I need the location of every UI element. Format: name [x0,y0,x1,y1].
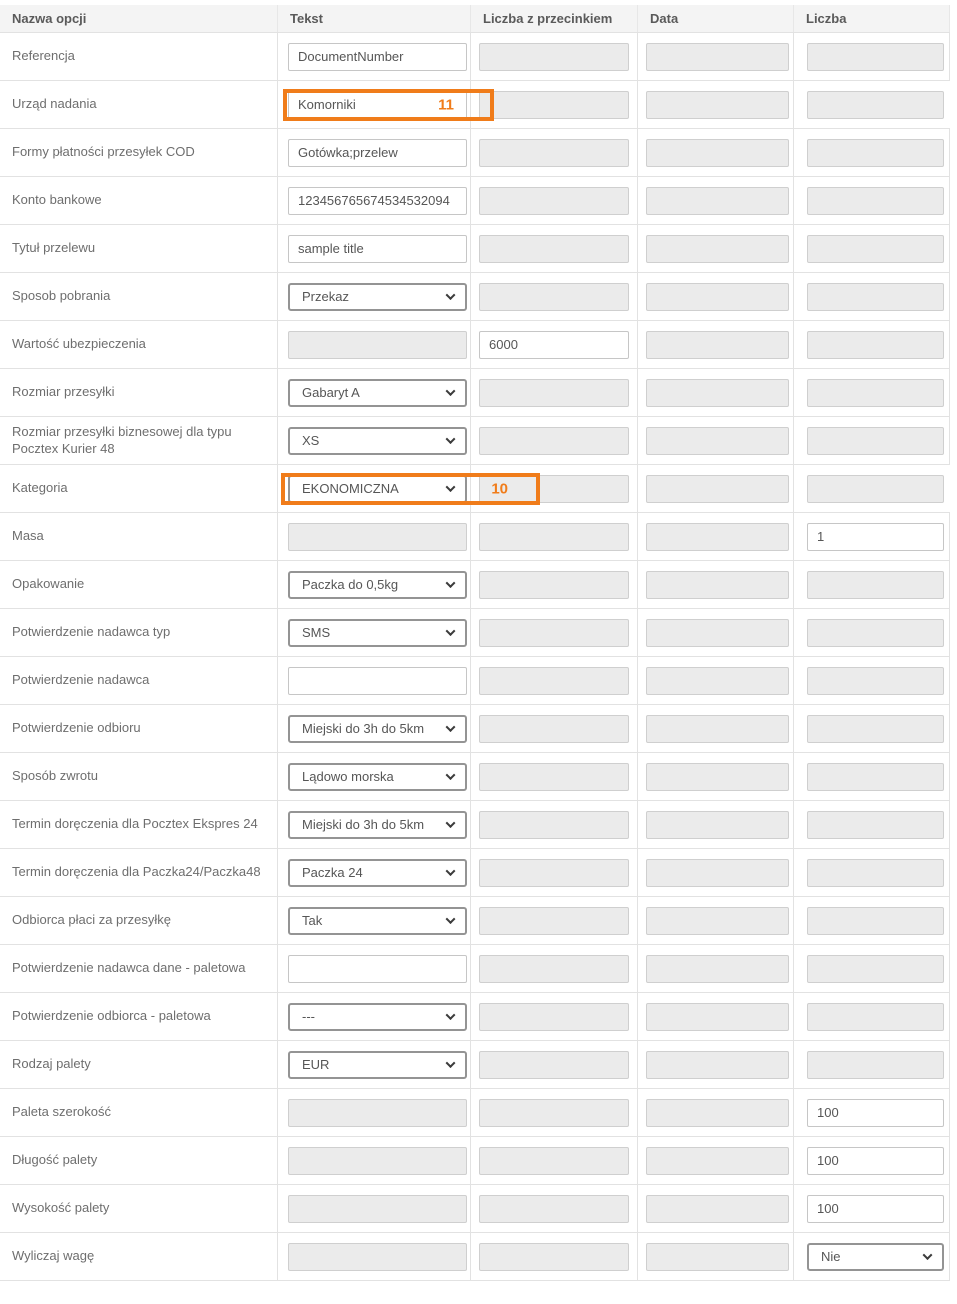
liczba_z_przecinkiem-disabled-field [479,139,629,167]
value-cell-tekst [277,225,470,272]
liczba-disabled-field [807,1051,944,1079]
liczba-disabled-field [807,619,944,647]
value-cell-data [637,753,793,800]
table-row [0,369,950,417]
value-cell-liczba [793,417,950,464]
table-row [0,561,950,609]
liczba_z_przecinkiem-disabled-field [479,283,629,311]
tekst-input[interactable] [288,955,467,983]
table-row [0,1233,950,1281]
liczba-disabled-field [807,139,944,167]
liczba_z_przecinkiem-disabled-field [479,91,629,119]
value-cell-data [637,225,793,272]
value-cell-liczba_z_przecinkiem [470,705,637,752]
tekst-disabled-field [288,1243,467,1271]
liczba-disabled-field [807,235,944,263]
value-cell-data [637,993,793,1040]
column-header-nazwa-opcji: Nazwa opcji [12,11,87,26]
data-disabled-field [646,859,789,887]
value-cell-data [637,1185,793,1232]
annotation-number: 11 [438,96,454,113]
table-row [0,609,950,657]
option-label: Rodzaj palety [12,1056,91,1072]
tekst-input[interactable] [288,91,467,119]
select-value: --- [302,1009,315,1024]
value-cell-data [637,897,793,944]
data-disabled-field [646,619,789,647]
chevron-down-icon [446,818,456,828]
option-label: Wartość ubezpieczenia [12,336,146,352]
value-cell-liczba [793,369,950,416]
value-cell-liczba_z_przecinkiem [470,1185,637,1232]
select-value: Gabaryt A [302,385,360,400]
select-value: EUR [302,1057,330,1072]
data-disabled-field [646,139,789,167]
liczba_z_przecinkiem-disabled-field [479,763,629,791]
value-cell-liczba_z_przecinkiem [470,561,637,608]
liczba_z_przecinkiem-disabled-field [479,1195,629,1223]
tekst-select[interactable] [288,907,467,935]
liczba-disabled-field [807,667,944,695]
liczba_z_przecinkiem-disabled-field [479,667,629,695]
chevron-down-icon [446,434,456,444]
value-cell-data [637,129,793,176]
option-label: Wyliczaj wagę [12,1248,95,1264]
value-cell-liczba [793,1233,950,1280]
table-row [0,993,950,1041]
liczba_z_przecinkiem-disabled-field [479,955,629,983]
liczba-input[interactable] [807,523,944,551]
value-cell-data [637,465,793,512]
option-label: Potwierdzenie nadawca typ [12,624,171,640]
value-cell-data [637,33,793,80]
table-row [0,33,950,81]
tekst-select[interactable] [288,619,467,647]
liczba_z_przecinkiem-disabled-field [479,811,629,839]
value-cell-liczba_z_przecinkiem [470,81,637,128]
option-label: Formy płatności przesyłek COD [12,144,195,160]
value-cell-liczba [793,1185,950,1232]
tekst-input[interactable] [288,139,467,167]
data-disabled-field [646,811,789,839]
option-label: Sposób zwrotu [12,768,98,784]
chevron-down-icon [446,770,456,780]
value-cell-liczba [793,849,950,896]
select-value: SMS [302,625,331,640]
value-cell-data [637,417,793,464]
value-cell-data [637,321,793,368]
table-row [0,945,950,993]
value-cell-liczba [793,273,950,320]
liczba_z_przecinkiem-disabled-field [479,1003,629,1031]
option-label: Paleta szerokość [12,1104,111,1120]
option-label: Kategoria [12,480,68,496]
table-row [0,513,950,561]
liczba-input[interactable] [807,1195,944,1223]
data-disabled-field [646,1051,789,1079]
tekst-disabled-field [288,331,467,359]
value-cell-liczba_z_przecinkiem [470,465,637,512]
value-cell-tekst [277,1089,470,1136]
data-disabled-field [646,715,789,743]
value-cell-tekst [277,1185,470,1232]
value-cell-tekst [277,561,470,608]
table-row [0,129,950,177]
select-value: Paczka 24 [302,865,363,880]
table-row [0,753,950,801]
value-cell-tekst [277,129,470,176]
value-cell-data [637,1137,793,1184]
table-row [0,465,950,513]
chevron-down-icon [446,866,456,876]
chevron-down-icon [446,578,456,588]
select-value: Miejski do 3h do 5km [302,721,425,736]
tekst-input[interactable] [288,187,467,215]
data-disabled-field [646,1003,789,1031]
column-header-data: Data [637,5,793,32]
liczba-input[interactable] [807,1147,944,1175]
value-cell-liczba_z_przecinkiem [470,177,637,224]
chevron-down-icon [446,914,456,924]
value-cell-liczba_z_przecinkiem [470,513,637,560]
value-cell-liczba [793,897,950,944]
liczba-disabled-field [807,331,944,359]
value-cell-liczba [793,753,950,800]
liczba_z_przecinkiem-disabled-field [479,907,629,935]
liczba-disabled-field [807,955,944,983]
tekst-select[interactable] [288,379,467,407]
data-disabled-field [646,235,789,263]
value-cell-tekst [277,1137,470,1184]
tekst-input[interactable] [288,43,467,71]
chevron-down-icon [923,1250,933,1260]
value-cell-data [637,81,793,128]
liczba-disabled-field [807,43,944,71]
column-header-liczba-z-przecinkiem: Liczba z przecinkiem [470,5,637,32]
data-disabled-field [646,331,789,359]
value-cell-tekst [277,897,470,944]
table-row [0,225,950,273]
liczba-disabled-field [807,811,944,839]
liczba-input[interactable] [807,1099,944,1127]
select-value: Przekaz [302,289,349,304]
option-label: Sposob pobrania [12,288,111,304]
value-cell-liczba_z_przecinkiem [470,33,637,80]
table-row [0,417,950,465]
table-body [0,33,950,1281]
value-cell-liczba [793,129,950,176]
liczba_z_przecinkiem-disabled-field [479,475,629,503]
tekst-disabled-field [288,523,467,551]
option-label: Potwierdzenie nadawca [12,672,150,688]
table-row [0,177,950,225]
value-cell-liczba_z_przecinkiem [470,1137,637,1184]
value-cell-liczba [793,705,950,752]
tekst-select[interactable] [288,859,467,887]
value-cell-data [637,177,793,224]
liczba-disabled-field [807,475,944,503]
value-cell-tekst [277,945,470,992]
value-cell-liczba [793,81,950,128]
value-cell-liczba_z_przecinkiem [470,225,637,272]
select-value: Paczka do 0,5kg [302,577,399,592]
value-cell-tekst [277,177,470,224]
table-row [0,801,950,849]
tekst-select[interactable] [288,715,467,743]
value-cell-liczba [793,177,950,224]
value-cell-liczba [793,225,950,272]
data-disabled-field [646,91,789,119]
table-row [0,657,950,705]
chevron-down-icon [446,1058,456,1068]
value-cell-liczba [793,993,950,1040]
value-cell-data [637,657,793,704]
liczba_z_przecinkiem-disabled-field [479,715,629,743]
value-cell-tekst [277,369,470,416]
value-cell-tekst [277,1041,470,1088]
option-label: Potwierdzenie nadawca dane - paletowa [12,960,246,976]
value-cell-tekst [277,513,470,560]
liczba_z_przecinkiem-disabled-field [479,619,629,647]
data-disabled-field [646,1099,789,1127]
value-cell-tekst [277,321,470,368]
value-cell-liczba [793,945,950,992]
option-label: Referencja [12,48,75,64]
tekst-select[interactable] [288,427,467,455]
liczba-disabled-field [807,907,944,935]
liczba-disabled-field [807,859,944,887]
chevron-down-icon [446,482,456,492]
data-disabled-field [646,427,789,455]
option-label: Wysokość palety [12,1200,110,1216]
tekst-select[interactable] [288,1051,467,1079]
value-cell-liczba [793,1137,950,1184]
liczba-disabled-field [807,187,944,215]
value-cell-data [637,705,793,752]
column-header-liczba: Liczba [793,5,950,32]
value-cell-data [637,369,793,416]
tekst-disabled-field [288,1099,467,1127]
table-row [0,1137,950,1185]
liczba_z_przecinkiem-disabled-field [479,187,629,215]
option-label: Rozmiar przesyłki biznesowej dla typu Pocztex Kurier 48 [12,423,232,456]
tekst-select[interactable] [288,283,467,311]
select-value: EKONOMICZNA [302,481,399,496]
value-cell-data [637,513,793,560]
value-cell-tekst [277,753,470,800]
tekst-input[interactable] [288,667,467,695]
value-cell-tekst [277,801,470,848]
liczba-disabled-field [807,427,944,455]
liczba_z_przecinkiem-disabled-field [479,571,629,599]
option-label: Urząd nadania [12,96,97,112]
data-disabled-field [646,667,789,695]
value-cell-liczba_z_przecinkiem [470,753,637,800]
liczba_z_przecinkiem-input[interactable] [479,331,629,359]
value-cell-tekst [277,657,470,704]
data-disabled-field [646,379,789,407]
value-cell-tekst [277,81,470,128]
value-cell-liczba_z_przecinkiem [470,801,637,848]
data-disabled-field [646,571,789,599]
value-cell-liczba [793,1089,950,1136]
value-cell-liczba [793,561,950,608]
value-cell-tekst [277,609,470,656]
chevron-down-icon [446,1010,456,1020]
liczba-select[interactable] [807,1243,944,1271]
data-disabled-field [646,1195,789,1223]
value-cell-liczba_z_przecinkiem [470,657,637,704]
liczba_z_przecinkiem-disabled-field [479,1099,629,1127]
option-label: Potwierdzenie odbiorca - paletowa [12,1008,211,1024]
value-cell-data [637,1233,793,1280]
value-cell-data [637,561,793,608]
options-table [0,5,950,1281]
table-header-row [0,5,950,33]
data-disabled-field [646,475,789,503]
data-disabled-field [646,763,789,791]
value-cell-tekst [277,1233,470,1280]
option-label: Odbiorca płaci za przesyłkę [12,912,171,928]
tekst-select[interactable] [288,763,467,791]
tekst-select[interactable] [288,811,467,839]
option-label: Rozmiar przesyłki [12,384,115,400]
value-cell-tekst [277,273,470,320]
value-cell-data [637,273,793,320]
value-cell-tekst [277,849,470,896]
option-label: Termin doręczenia dla Pocztex Ekspres 24 [12,816,258,832]
table-row [0,321,950,369]
liczba_z_przecinkiem-disabled-field [479,43,629,71]
tekst-select[interactable] [288,475,467,503]
value-cell-liczba_z_przecinkiem [470,1089,637,1136]
liczba-disabled-field [807,1003,944,1031]
tekst-input[interactable] [288,235,467,263]
chevron-down-icon [446,386,456,396]
liczba_z_przecinkiem-disabled-field [479,1147,629,1175]
table-row [0,1185,950,1233]
tekst-select[interactable] [288,1003,467,1031]
data-disabled-field [646,1243,789,1271]
data-disabled-field [646,187,789,215]
liczba_z_przecinkiem-disabled-field [479,427,629,455]
tekst-select[interactable] [288,571,467,599]
liczba_z_przecinkiem-disabled-field [479,1051,629,1079]
select-value: XS [302,433,320,448]
value-cell-liczba_z_przecinkiem [470,417,637,464]
option-label: Termin doręczenia dla Paczka24/Paczka48 [12,864,261,880]
tekst-disabled-field [288,1195,467,1223]
liczba-disabled-field [807,91,944,119]
data-disabled-field [646,907,789,935]
liczba-disabled-field [807,763,944,791]
table-row [0,81,950,129]
data-disabled-field [646,43,789,71]
table-row [0,1089,950,1137]
value-cell-tekst [277,465,470,512]
value-cell-liczba [793,657,950,704]
chevron-down-icon [446,722,456,732]
liczba-disabled-field [807,283,944,311]
value-cell-liczba_z_przecinkiem [470,945,637,992]
value-cell-liczba_z_przecinkiem [470,273,637,320]
liczba_z_przecinkiem-disabled-field [479,523,629,551]
value-cell-liczba [793,609,950,656]
liczba_z_przecinkiem-disabled-field [479,379,629,407]
value-cell-liczba_z_przecinkiem [470,993,637,1040]
value-cell-tekst [277,705,470,752]
value-cell-liczba_z_przecinkiem [470,1233,637,1280]
value-cell-data [637,801,793,848]
table-row [0,897,950,945]
liczba-disabled-field [807,379,944,407]
liczba-disabled-field [807,571,944,599]
select-value: Miejski do 3h do 5km [302,817,425,832]
option-label: Opakowanie [12,576,85,592]
value-cell-tekst [277,417,470,464]
liczba_z_przecinkiem-disabled-field [479,1243,629,1271]
data-disabled-field [646,283,789,311]
value-cell-data [637,945,793,992]
value-cell-data [637,849,793,896]
value-cell-liczba_z_przecinkiem [470,609,637,656]
table-row [0,273,950,321]
chevron-down-icon [446,626,456,636]
value-cell-liczba_z_przecinkiem [470,129,637,176]
annotation-number: 10 [491,480,508,497]
table-row [0,705,950,753]
value-cell-tekst [277,33,470,80]
data-disabled-field [646,1147,789,1175]
value-cell-liczba [793,1041,950,1088]
table-row [0,849,950,897]
option-label: Tytuł przelewu [12,240,96,256]
option-label: Konto bankowe [12,192,102,208]
select-value: Nie [821,1249,841,1264]
column-header-tekst: Tekst [277,5,470,32]
value-cell-data [637,609,793,656]
value-cell-liczba_z_przecinkiem [470,1041,637,1088]
liczba_z_przecinkiem-disabled-field [479,859,629,887]
data-disabled-field [646,955,789,983]
chevron-down-icon [446,290,456,300]
select-value: Tak [302,913,323,928]
data-disabled-field [646,523,789,551]
tekst-disabled-field [288,1147,467,1175]
value-cell-liczba_z_przecinkiem [470,369,637,416]
value-cell-data [637,1089,793,1136]
value-cell-liczba_z_przecinkiem [470,321,637,368]
select-value: Lądowo morska [302,769,394,784]
value-cell-liczba_z_przecinkiem [470,897,637,944]
value-cell-liczba [793,801,950,848]
value-cell-liczba_z_przecinkiem [470,849,637,896]
liczba-disabled-field [807,715,944,743]
value-cell-data [637,1041,793,1088]
option-label: Potwierdzenie odbioru [12,720,141,736]
value-cell-liczba [793,465,950,512]
table-row [0,1041,950,1089]
option-label: Długość palety [12,1152,98,1168]
value-cell-liczba [793,321,950,368]
value-cell-tekst [277,993,470,1040]
liczba_z_przecinkiem-disabled-field [479,235,629,263]
value-cell-liczba [793,513,950,560]
value-cell-liczba [793,33,950,80]
option-label: Masa [12,528,44,544]
